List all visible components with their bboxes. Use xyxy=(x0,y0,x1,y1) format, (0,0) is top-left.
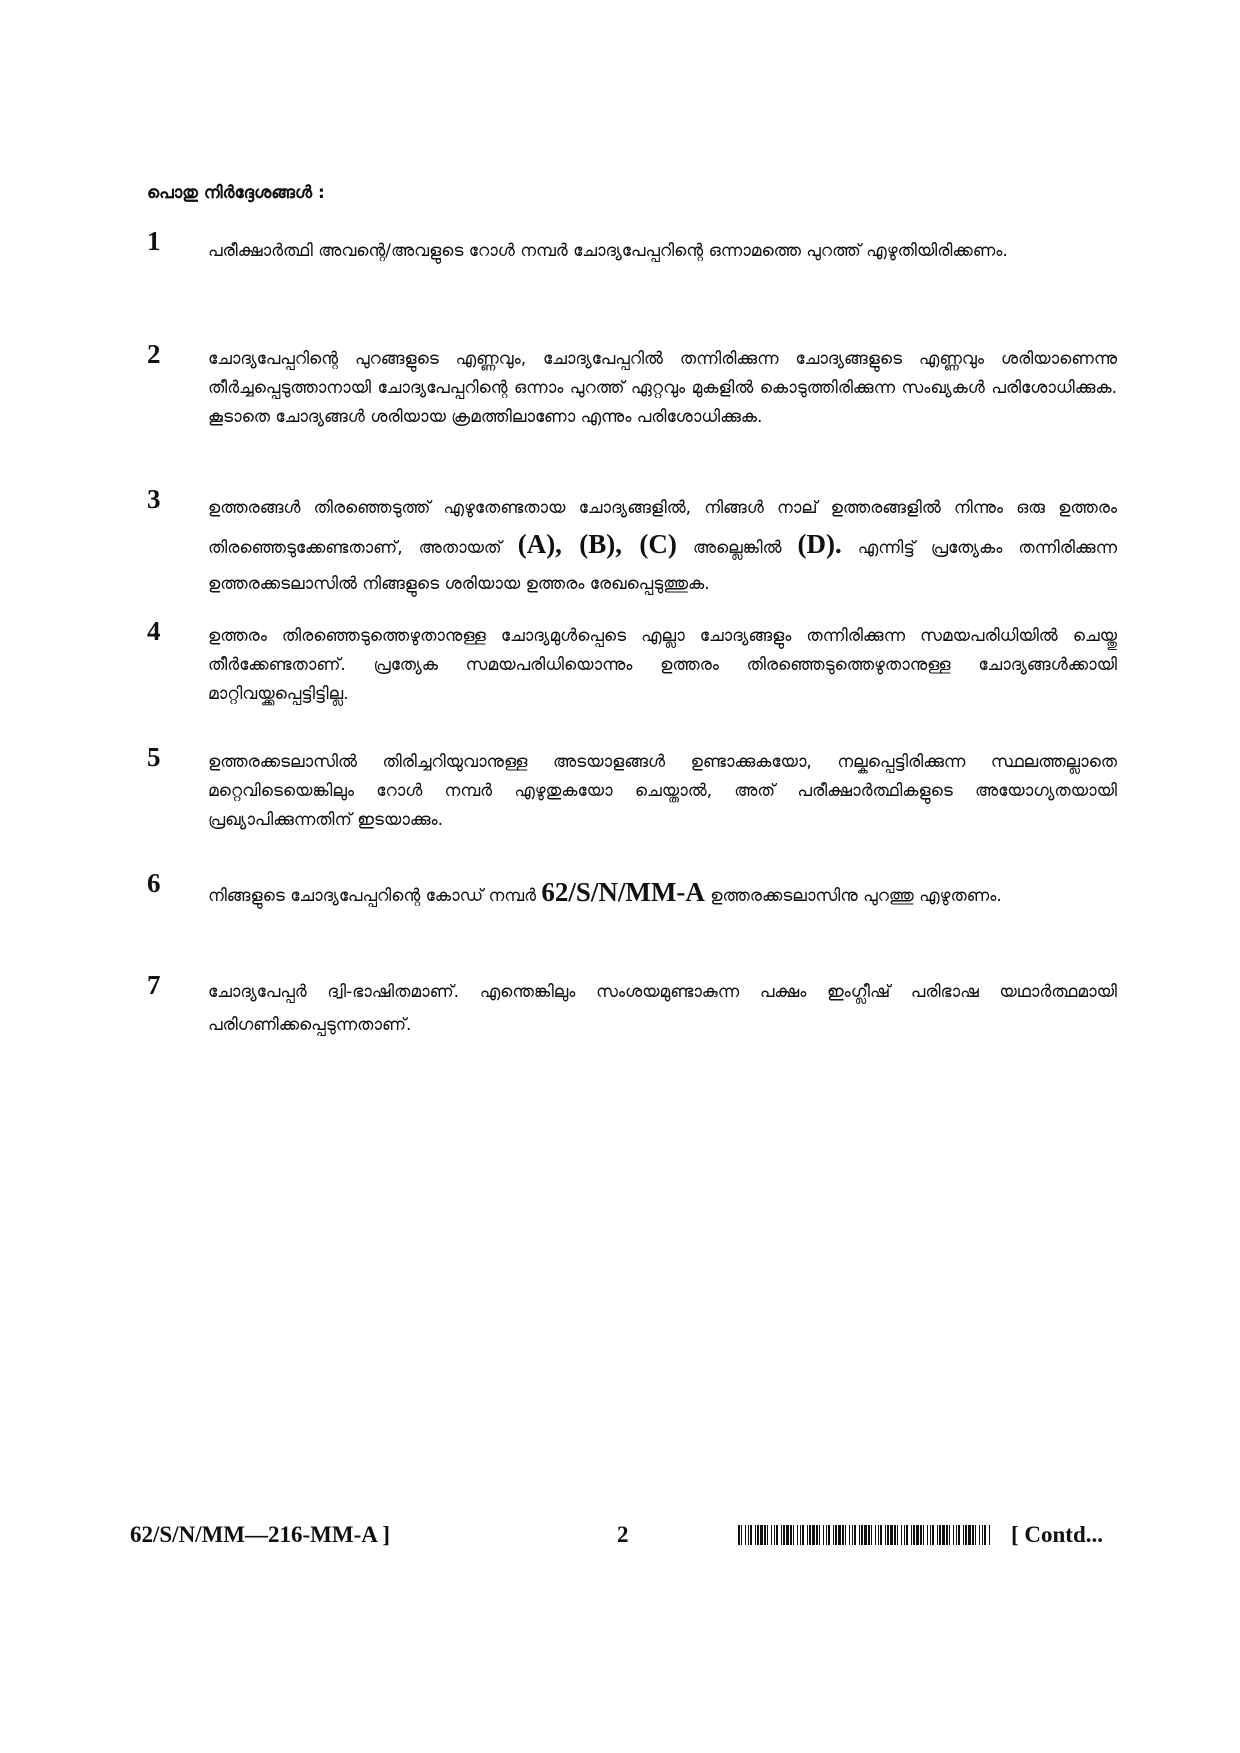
instruction-text-part: ഉത്തരക്കടലാസിനു പുറത്തു എഴുതണം. xyxy=(710,886,1002,906)
instruction-text xyxy=(208,874,1117,914)
question-paper-code: 62/S/N/MM-A xyxy=(541,877,705,907)
instruction-number: 5 xyxy=(147,742,161,772)
page-number: 2 xyxy=(617,1522,629,1547)
general-instructions-heading: പൊതു നിർദ്ദേശങ്ങൾ : xyxy=(147,183,325,203)
instruction-text-part: നിങ്ങളുടെ ചോദ്യപേപ്പറിന്റെ കോഡ് നമ്പർ xyxy=(208,886,536,906)
instruction-number: 2 xyxy=(147,339,161,369)
instruction-number: 4 xyxy=(147,616,161,646)
instruction-text: പരീക്ഷാർത്ഥി അവന്റെ/അവളുടെ റോൾ നമ്പർ ചോദ്യപേപ്പറിന്റെ ഒന്നാമത്തെ പുറത്ത് എഴുതിയിരിക്കണം. xyxy=(208,241,1008,261)
instruction-text xyxy=(208,490,1117,602)
answer-options: (A), (B), (C) xyxy=(517,529,677,559)
instruction-text-part: അല്ലെങ്കിൽ xyxy=(692,538,782,558)
instruction-text: ഉത്തരക്കടലാസിൽ തിരിച്ചറിയുവാനുള്ള അടയാളങ്ങൾ ഉണ്ടാക്കുകയോ, നല്കപ്പെട്ടിരിക്കുന്ന സ്ഥലത്തല്ലാതെ മറ്റെവിടെയെങ്കിലും റോൾ നമ്പർ എഴുതുകയോ ചെയ്താൽ, അത് പരീക്ഷാർത്ഥികളുടെ അയോഗ്യതയായി പ്രഖ്യാപിക്കുന്നതിന് ഇടയാക്കും. xyxy=(208,752,1118,830)
instruction-text-part: എന്നിട്ട് പ്രത്യേകം തന്നിരിക്കുന്ന ഉത്തരക്കടലാസിൽ നിങ്ങളുടെ ശരിയായ ഉത്തരം രേഖപ്പെടുത്തുക. xyxy=(208,538,1118,594)
instruction-6 xyxy=(147,868,1117,914)
instruction-4 xyxy=(147,616,1117,709)
instruction-7 xyxy=(147,970,1117,1042)
instruction-5 xyxy=(147,742,1118,835)
page-footer xyxy=(0,1522,1240,1562)
instruction-number: 6 xyxy=(147,868,161,898)
answer-option-d: (D). xyxy=(797,529,842,559)
instruction-text: ചോദ്യപേപ്പർ ദ്വി-ഭാഷിതമാണ്. എന്തെങ്കിലും സംശയമുണ്ടാകുന്ന പക്ഷം ഇംഗ്ലീഷ് പരിഭാഷ യഥാർത്ഥമായി പരിഗണിക്കപ്പെടുന്നതാണ്. xyxy=(208,982,1117,1035)
instruction-text-part: ഉത്തരങ്ങൾ തിരഞ്ഞെടുത്ത് എഴുതേണ്ടതായ ചോദ്യങ്ങളിൽ, നിങ്ങൾ നാല് ഉത്തരങ്ങളിൽ നിന്നും ഒരു ഉത്തരം തിരഞ്ഞെടുക്കേണ്ടതാണ്, അതായത് xyxy=(208,498,1117,558)
paper-code: 62/S/N/MM—216-MM-A ] xyxy=(130,1522,390,1547)
instruction-3 xyxy=(147,484,1118,602)
instruction-1 xyxy=(147,226,1117,271)
instruction-2 xyxy=(147,339,1117,432)
instruction-number: 1 xyxy=(147,226,161,256)
instruction-number: 7 xyxy=(147,970,161,1000)
instruction-text: ഉത്തരം തിരഞ്ഞെടുത്തെഴുതാനുള്ള ചോദ്യമുൾപ്പെടെ എല്ലാ ചോദ്യങ്ങളും തന്നിരിക്കുന്ന സമയപരിധിയിൽ ചെയ്തു തീർക്കേണ്ടതാണ്. പ്രത്യേക സമയപരിധിയൊന്നും ഉത്തരം തിരഞ്ഞെടുത്തെഴുതാനുള്ള ചോദ്യങ്ങൾക്കായി മാറ്റിവയ്ക്കപ്പെട്ടിട്ടില്ല. xyxy=(208,626,1117,704)
barcode-image xyxy=(738,1525,990,1545)
instruction-text: ചോദ്യപേപ്പറിന്റെ പുറങ്ങളുടെ എണ്ണവും, ചോദ്യപേപ്പറിൽ തന്നിരിക്കുന്ന ചോദ്യങ്ങളുടെ എണ്ണവും ശരിയാണെന്നു തീർച്ചപ്പെടുത്താനായി ചോദ്യപേപ്പറിന്റെ ഒന്നാം പുറത്ത് ഏറ്റവും മുകളിൽ കൊടുത്തിരിക്കുന്ന സംഖ്യകൾ പരിശോധിക്കുക. കൂടാതെ ചോദ്യങ്ങൾ ശരിയായ ക്രമത്തിലാണോ എന്നും പരിശോധിക്കുക. xyxy=(208,349,1117,427)
continued-label: [ Contd... xyxy=(1011,1522,1104,1547)
instruction-number: 3 xyxy=(147,484,161,514)
